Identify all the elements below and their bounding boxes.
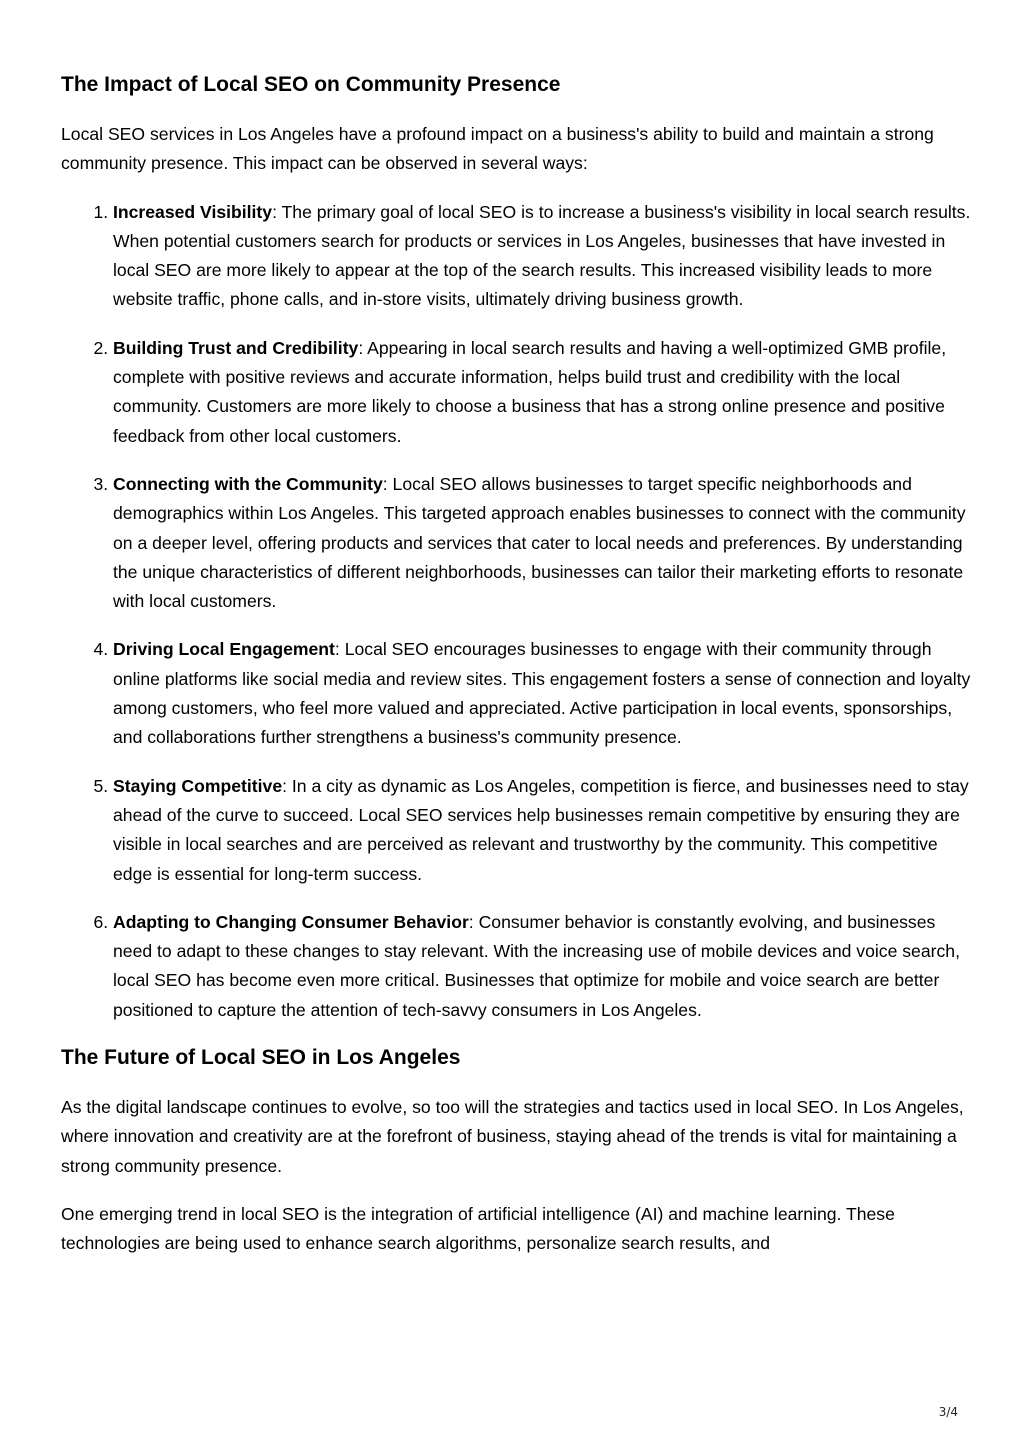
list-item (113, 334, 971, 451)
list-item-term: Connecting with the Community (113, 473, 383, 494)
list-item-text: : Local SEO allows businesses to target specific neighborhoods and demographics within Los Angeles. This targeted approach enables businesses to connect with the community on a deeper level, offering products and services that cater to local needs and preferences. By understanding the unique characteristics of different neighborhoods, businesses can tailor their marketing efforts to resonate with local customers. (113, 473, 966, 612)
section-heading-future: The Future of Local SEO in Los Angeles (61, 1046, 461, 1070)
list-item-term: Driving Local Engagement (113, 639, 335, 660)
list-item (113, 470, 971, 616)
list-item-term: Adapting to Changing Consumer Behavior (113, 911, 469, 932)
section-heading-impact: The Impact of Local SEO on Community Presence (61, 73, 561, 96)
list-item (113, 908, 971, 1025)
list-item-term: Increased Visibility (113, 201, 273, 222)
list-item-text: : Local SEO encourages businesses to engage with their community through online platforms like social media and review sites. This engagement fosters a sense of connection and loyalty among customers, who feel more valued and appreciated. Active participation in local events, sponsorships, and collaborations further strengthens a business's community presence. (113, 639, 971, 748)
impact-list (61, 198, 971, 1025)
document-page (61, 70, 971, 1259)
list-item-text: : In a city as dynamic as Los Angeles, competition is fierce, and businesses need to stay ahead of the curve to succeed. Local SEO services help businesses remain competitive by ensuring they are visible in local searches and are perceived as relevant and trustworthy by the community. This competitive edge is essential for long-term success. (113, 775, 969, 884)
list-item-term: Staying Competitive (113, 775, 283, 796)
list-item-term: Building Trust and Credibility (113, 337, 359, 358)
page-number: 3/4 (938, 1405, 958, 1419)
list-item (113, 198, 971, 315)
list-item-text: : Consumer behavior is constantly evolving, and businesses need to adapt to these changes to stay relevant. With the increasing use of mobile devices and voice search, local SEO has become even more critical. Businesses that optimize for mobile and voice search are better positioned to capture the attention of tech-savvy consumers in Los Angeles. (113, 911, 960, 1020)
list-item-text: : The primary goal of local SEO is to increase a business's visibility in local search results. When potential customers search for products or services in Los Angeles, businesses that have invested in local SEO are more likely to appear at the top of the search results. This increased visibility leads to more website traffic, phone calls, and in-store visits, ultimately driving business growth. (113, 201, 971, 310)
intro-paragraph: Local SEO services in Los Angeles have a profound impact on a business's ability to build and maintain a strong community presence. This impact can be observed in several ways: (61, 124, 934, 174)
list-item-text: : Appearing in local search results and having a well-optimized GMB profile, complete with positive reviews and accurate information, helps build trust and credibility with the local community. Customers are more likely to choose a business that has a strong online presence and positive feedback from other local customers. (113, 337, 947, 446)
list-item (113, 772, 971, 889)
list-item (113, 635, 971, 752)
body-paragraph: As the digital landscape continues to evolve, so too will the strategies and tactics used in local SEO. In Los Angeles, where innovation and creativity are at the forefront of business, staying ahead of the trends is vital for maintaining a strong community presence. (61, 1097, 964, 1176)
body-paragraph: One emerging trend in local SEO is the integration of artificial intelligence (AI) and machine learning. These technologies are being used to enhance search algorithms, personalize search results, and (61, 1203, 895, 1254)
